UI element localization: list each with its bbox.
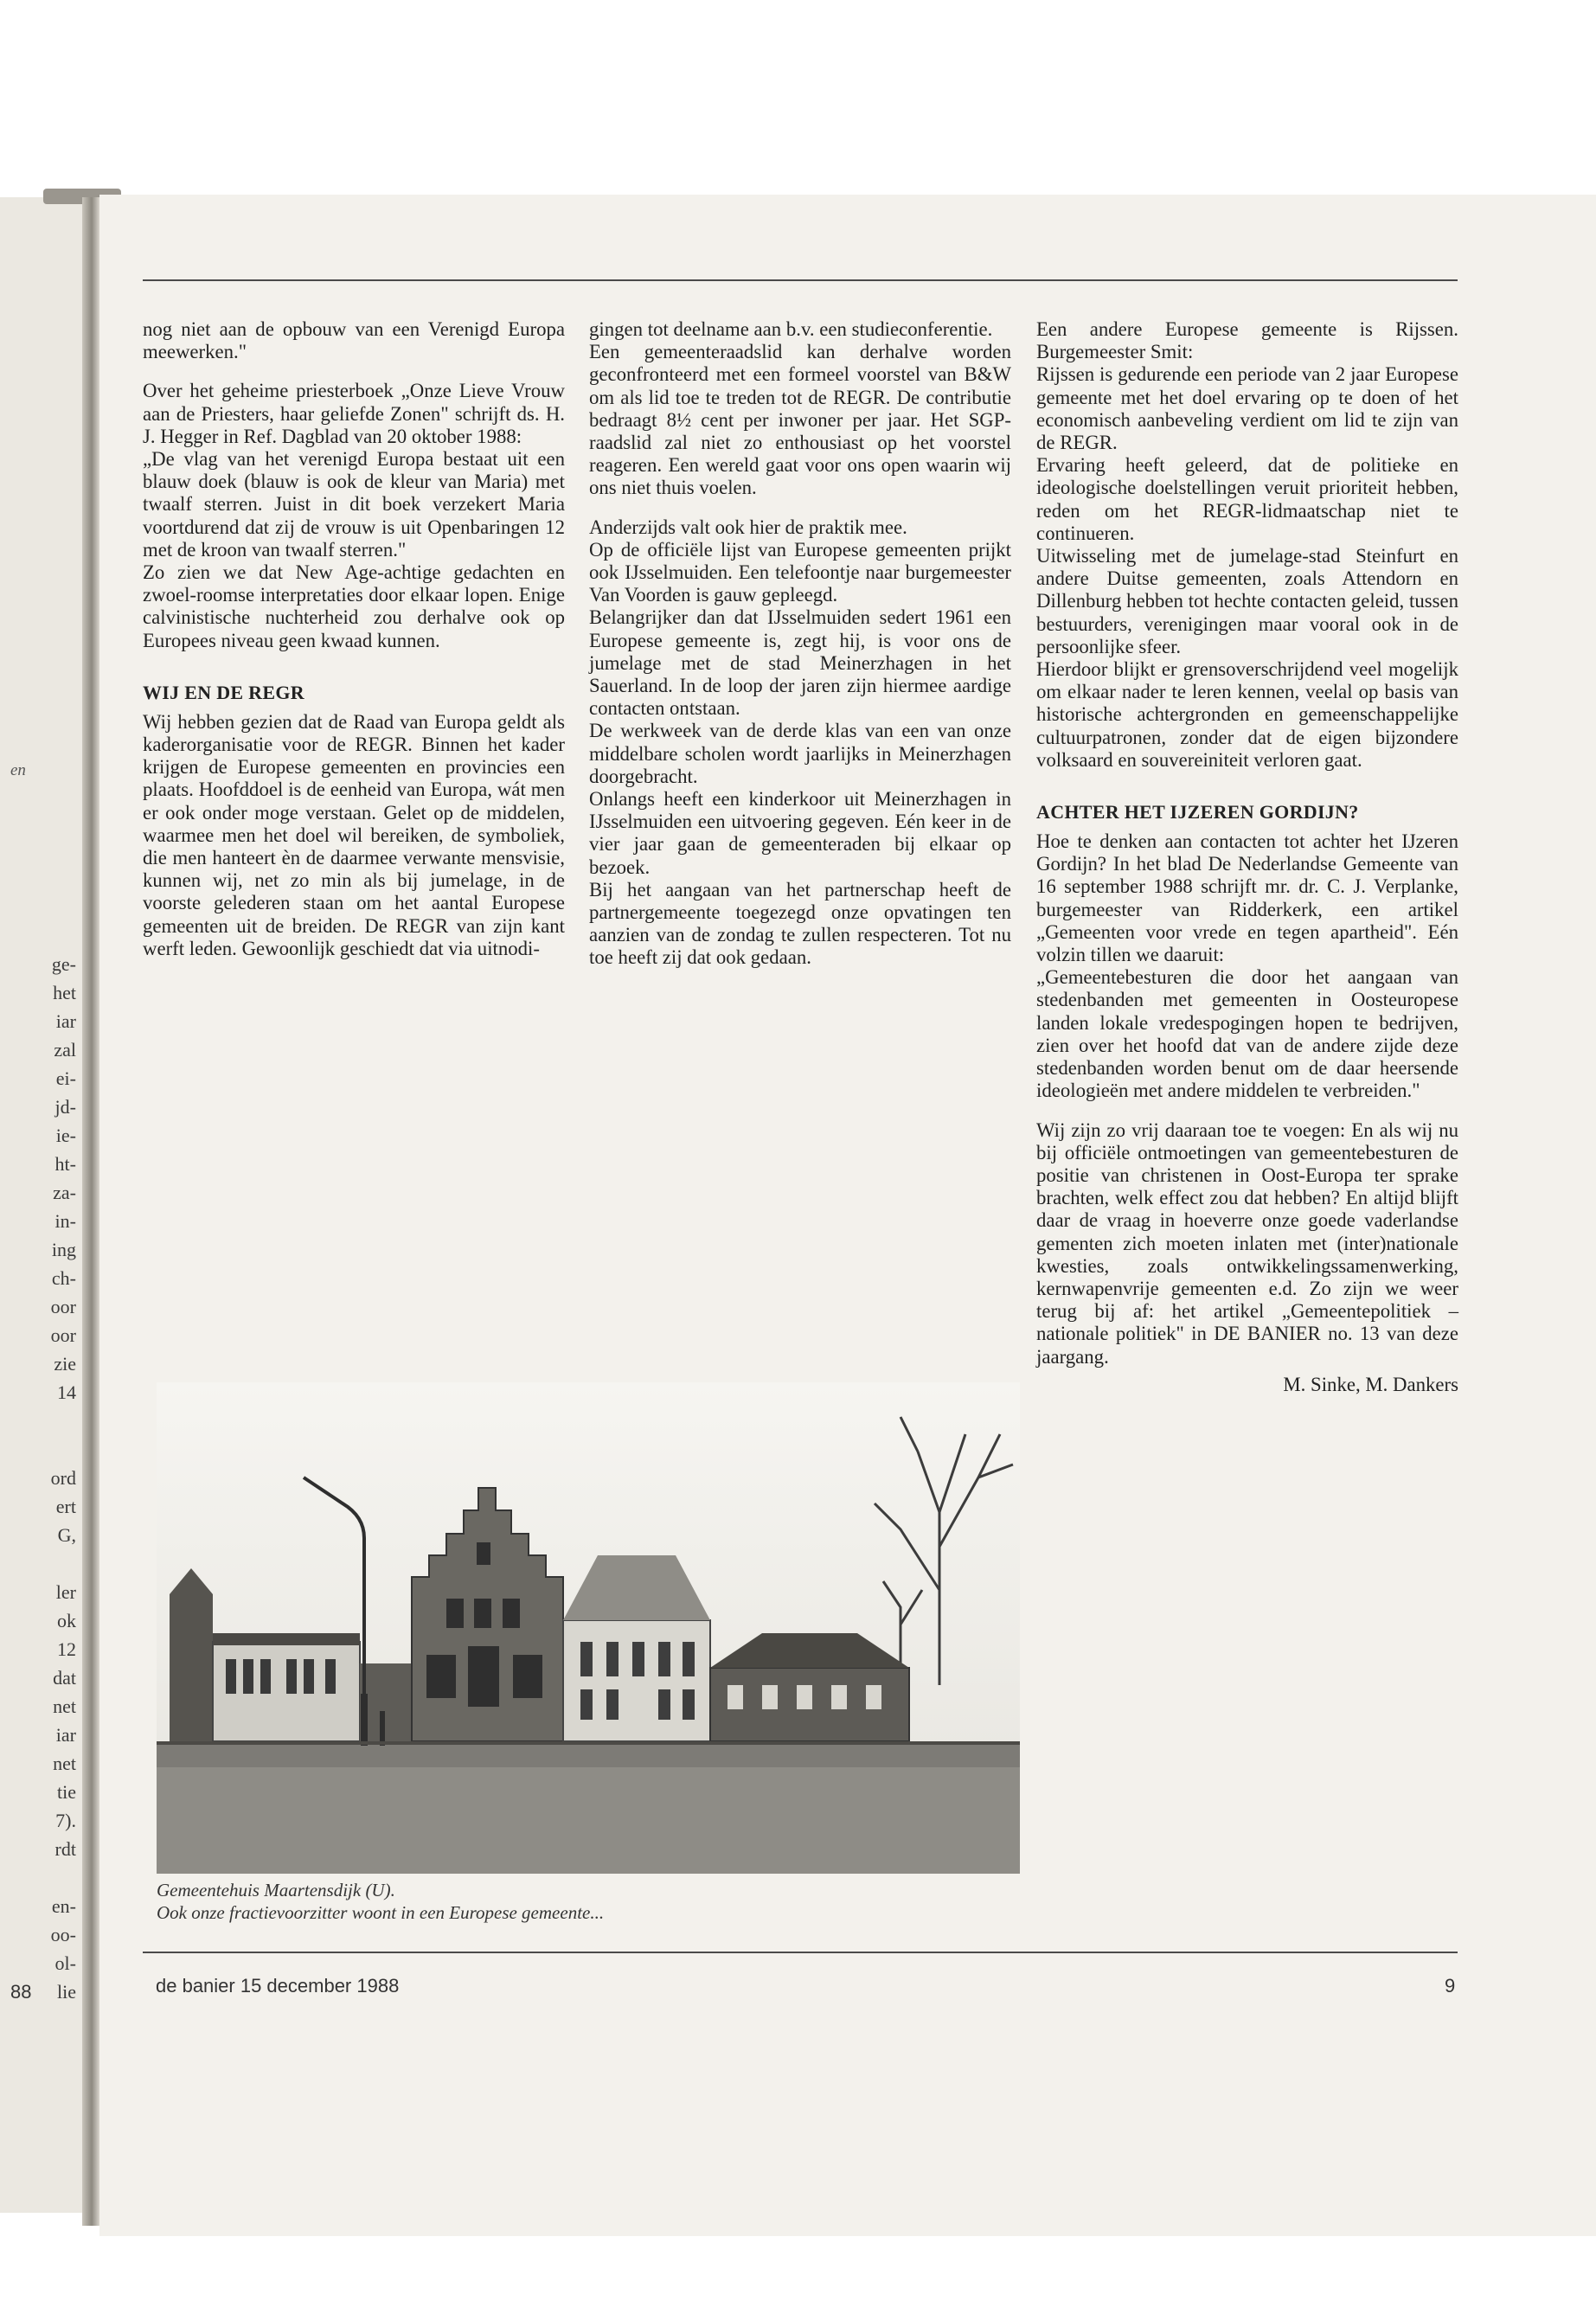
- text-fragment: ok: [57, 1610, 76, 1631]
- article-column-3: [1036, 318, 1458, 1396]
- paragraph: Wij hebben gezien dat de Raad van Europa geldt als kaderorganisatie voor de REGR. Binnen het kader krijgen de Europese gemeenten en provincies een plaats. Hoofddoel is de eenheid van Europa, wát men er ook onder moge verstaan. Gelet op de middelen, waarmee men het doel wil bereiken, de symboliek, die men hanteert èn de daarmee verwante mensvisie, kunnen wij, net zo min als bij jumelage, in de voorste gelederen staan om het aantal Europese gemeenten uit de breiden. De REGR van zijn kant werft leden. Gewoonlijk geschiedt dat via uitnodi-: [143, 710, 565, 959]
- bottom-rule: [143, 1952, 1458, 1953]
- text-fragment: 12: [57, 1638, 76, 1660]
- page-number: 9: [1445, 1975, 1456, 1997]
- text-fragment: zie: [54, 1353, 76, 1375]
- text-fragment: ol-: [54, 1952, 76, 1974]
- section-heading: ACHTER HET IJZEREN GORDIJN?: [1036, 801, 1359, 824]
- text-fragment: 14: [57, 1381, 76, 1403]
- text-fragment: ert: [55, 1496, 76, 1517]
- paragraph: Ervaring heeft geleerd, dat de politieke en ideologische doelstellingen veruit prioriteit hebben, reden om het REGR-lidmaatschap niet te continueren.: [1036, 454, 1458, 544]
- paragraph: Op de officiële lijst van Europese gemeenten prijkt ook IJsselmuiden. Een telefoontje naar burgemeester Van Voorden is gauw gepleegd.: [589, 538, 1011, 606]
- text-fragment: oor: [50, 1324, 76, 1346]
- text-fragment: net: [53, 1695, 76, 1717]
- paragraph: Bij het aangaan van het partnerschap heeft de partnergemeente toegezegd onze opvatingen ten aanzien van de zondag te zullen respecteren. Tot nu toe heeft zij dat ook gedaan.: [589, 878, 1011, 969]
- article-column-1: [143, 318, 565, 960]
- paragraph: Een andere Europese gemeente is Rijssen. Burgemeester Smit:: [1036, 318, 1458, 363]
- photo-caption: [157, 1879, 1020, 1924]
- caption-line: Ook onze fractievoorzitter woont in een Europese gemeente...: [157, 1902, 605, 1923]
- paragraph: nog niet aan de opbouw van een Verenigd Europa meewerken.": [143, 318, 565, 363]
- paragraph: Wij zijn zo vrij daaraan toe te voegen: En als wij nu bij officiële ontmoetingen van gemeentebesturen de positie van christenen in Oost-Europa ter sprake brachten, welk effect zou dat hebben? En altijd blijft daar de vraag in hoeverre onze goede vaderlandse gementen zich moeten inlaten met (inter)nationale kwesties, zoals ontwikkelingssamenwerking, kernwapenvrije gemeenten e.d. Zo zijn we weer terug bij af: het artikel „Gemeentepolitiek – nationale politiek" in DE BANIER no. 13 van deze jaargang.: [1036, 1118, 1458, 1368]
- paragraph: Anderzijds valt ook hier de praktik mee.: [589, 516, 907, 538]
- paragraph: „De vlag van het verenigd Europa bestaat uit een blauw doek (blauw is ook de kleur van Maria) met twaalf sterren. Juist in dit boek verzekert Maria voortdurend dat zij de vrouw is uit Openbaringen 12 met de kroon van twaalf sterren.": [143, 448, 565, 561]
- paragraph: Belangrijker dan dat IJsselmuiden sedert 1961 een Europese gemeente is, zegt hij, is voor ons de jumelage met de stad Meinerzhagen in het Sauerland. In de loop der jaren zijn hiermee aardige contacten ontstaan.: [589, 606, 1011, 720]
- text-fragment: [5, 1863, 76, 1892]
- article-column-2: [589, 318, 1011, 970]
- text-fragment: oo-: [50, 1924, 76, 1945]
- text-fragment: [5, 1549, 76, 1578]
- adjacent-page-number: 88: [10, 1981, 32, 2003]
- text-fragment: in-: [54, 1210, 76, 1232]
- adjacent-page-edge: [0, 197, 82, 2213]
- text-fragment: dat: [53, 1667, 76, 1689]
- publication-footer: de banier 15 december 1988: [156, 1975, 400, 1997]
- text-fragment: ht-: [54, 1153, 76, 1175]
- text-fragment: 7).: [55, 1810, 76, 1831]
- text-fragment: het: [53, 982, 76, 1003]
- section-heading: WIJ EN DE REGR: [143, 681, 304, 703]
- text-fragment: ord: [50, 1467, 76, 1489]
- text-fragment: en-: [51, 1895, 76, 1917]
- town-hall-photo: [157, 1382, 1020, 1874]
- top-rule: [143, 279, 1458, 281]
- text-fragment: [5, 1407, 76, 1435]
- adjacent-page-text: [5, 950, 76, 2006]
- text-fragment: ge-: [51, 953, 76, 975]
- text-fragment: ing: [51, 1239, 76, 1260]
- paragraph: Rijssen is gedurende een periode van 2 jaar Europese gemeente met het doel ervaring op te doen of het economisch aanbeveling verdient om lid te zijn van de REGR.: [1036, 363, 1458, 454]
- text-fragment: rdt: [54, 1838, 76, 1860]
- text-fragment: [5, 1435, 76, 1464]
- paragraph: gingen tot deelname aan b.v. een studieconferentie.: [589, 318, 993, 340]
- text-fragment: zal: [54, 1039, 76, 1061]
- paragraph: Zo zien we dat New Age-achtige gedachten en zwoel-roomse interpretaties door elkaar lopen. Enige calvinistische nuchterheid zou derhalve ook op Europees niveau geen kwaad kunnen.: [143, 561, 565, 651]
- text-fragment: lie: [57, 1981, 76, 2003]
- text-fragment: ch-: [51, 1267, 76, 1289]
- photo-illustration: [157, 1382, 1020, 1874]
- text-fragment: net: [53, 1753, 76, 1774]
- text-fragment: za-: [53, 1182, 76, 1203]
- paragraph: Uitwisseling met de jumelage-stad Steinfurt en andere Duitse gemeenten, zoals Attendorn en Dillenburg hebben tot hechte contacten geleid, tussen bestuurders, verenigingen maar vooral ook in de persoonlijke sfeer.: [1036, 545, 1458, 657]
- paragraph: Hierdoor blijkt er grensoverschrijdend veel mogelijk om elkaar nader te leren kennen, veelal op basis van historische achtergronden en gemeenschappelijke cultuurpatronen, zonder dat de eigen bijzondere volksaard en souvereiniteit verloren gaat.: [1036, 658, 1458, 771]
- text-fragment: jd-: [54, 1096, 76, 1118]
- paragraph: Onlangs heeft een kinderkoor uit Meinerzhagen in IJsselmuiden een uitvoering gegeven. Eén keer in de vier jaar gaan de gemeenteraden bij elkaar op bezoek.: [589, 788, 1011, 878]
- italic-fragment: en: [10, 761, 26, 779]
- paragraph: Hoe te denken aan contacten tot achter het IJzeren Gordijn? In het blad De Nederlandse Gemeente van 16 september 1988 schrijft mr. dr. C. J. Verplanke, burgemeester van Ridderkerk, een artikel „Gemeenten voor vrede en tegen apartheid". Eén volzin tillen we daaruit:: [1036, 830, 1458, 966]
- paragraph: Over het geheime priesterboek „Onze Lieve Vrouw aan de Priesters, haar geliefde Zonen" schrijft ds. H. J. Hegger in Ref. Dagblad van 20 oktober 1988:: [143, 380, 565, 447]
- author-signature: M. Sinke, M. Dankers: [1283, 1373, 1458, 1395]
- text-fragment: iar: [55, 1010, 76, 1032]
- text-fragment: ie-: [55, 1125, 76, 1146]
- text-fragment: G,: [57, 1524, 76, 1546]
- paragraph: „Gemeentebesturen die door het aangaan van stedenbanden met gemeenten in Oosteuropese landen lokale vredespogingen hopen te bedrijven, zien over het hoofd dat van de andere zijde deze stedenbanden worden benut om de daar heersende ideologieën met andere middelen te verbreiden.": [1036, 966, 1458, 1102]
- text-fragment: ler: [55, 1581, 76, 1603]
- binding-gutter: [82, 197, 99, 2226]
- paragraph: De werkweek van de derde klas van een van onze middelbare scholen wordt jaarlijks in Meinerzhagen doorgebracht.: [589, 720, 1011, 787]
- text-fragment: iar: [55, 1724, 76, 1746]
- text-fragment: tie: [57, 1781, 76, 1803]
- caption-line: Gemeentehuis Maartensdijk (U).: [157, 1880, 395, 1900]
- text-fragment: ei-: [55, 1067, 76, 1089]
- text-fragment: oor: [50, 1296, 76, 1317]
- paragraph: Een gemeenteraadslid kan derhalve worden geconfronteerd met een formeel voorstel van B&W om als lid toe te treden tot de REGR. De contributie bedraagt 8½ cent per inwoner per jaar. Het SGP-raadslid zal niet zo enthousiast op het voorstel reageren. Een wereld gaat voor ons open waarin wij ons niet thuis voelen.: [589, 341, 1011, 499]
